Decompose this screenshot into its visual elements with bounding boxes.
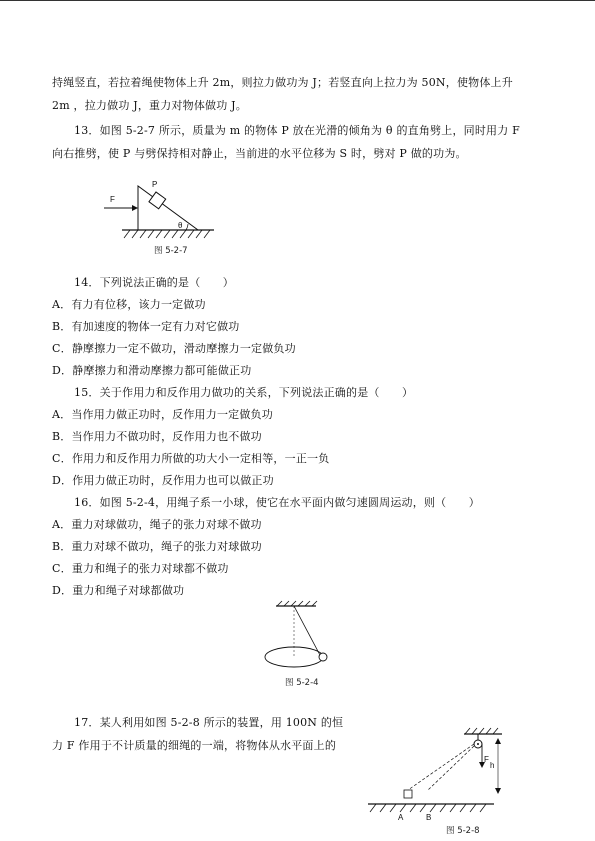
angle-label: θ	[178, 221, 183, 230]
text-line: 力 F 作用于不计质量的细绳的一端，将物体从水平面上的	[52, 739, 337, 752]
page-top-rule	[0, 0, 595, 1]
point-a-label: A	[398, 813, 404, 822]
option-d: D．重力和绳子对球都做功	[52, 584, 185, 597]
text-line: 2m ，拉力做功 J，重力对物体做功 J。	[52, 99, 247, 112]
figure-5-2-4	[258, 600, 338, 670]
text-line: 向右推劈，使 P 与劈保持相对静止，当前进的水平位移为 S 时，劈对 P 做的功为。	[52, 147, 467, 160]
option-d: D．静摩擦力和滑动摩擦力都可能做正功	[52, 364, 252, 377]
option-c: C．静摩擦力一定不做功，滑动摩擦力一定做负功	[52, 342, 296, 355]
question-14-stem: 14．下列说法正确的是（ ）	[74, 276, 234, 289]
force-label: F	[110, 195, 115, 204]
question-16-stem: 16．如图 5-2-4，用绳子系一小球，使它在水平面内做匀速圆周运动，则（ ）	[74, 496, 480, 509]
option-a: A．重力对球做功，绳子的张力对球不做功	[52, 518, 262, 531]
figure-5-2-8	[368, 724, 508, 822]
question-17-line: 17．某人利用如图 5-2-8 所示的装置，用 100N 的恒	[74, 716, 344, 729]
figure-caption: 图 5-2-4	[285, 678, 319, 688]
option-a: A．有力有位移，该力一定做功	[52, 298, 206, 311]
figure-caption: 图 5-2-8	[446, 826, 480, 836]
option-c: C．作用力和反作用力所做的功大小一定相等，一正一负	[52, 452, 330, 465]
force-label: F	[484, 755, 489, 764]
height-label: h	[490, 761, 495, 770]
question-13-line: 13．如图 5-2-7 所示，质量为 m 的物体 P 放在光滑的倾角为 θ 的直角劈上，同时用力 F	[74, 124, 520, 137]
text-line: 持绳竖直，若拉着绳使物体上升 2m，则拉力做功为 J；若竖直向上拉力为 50N，使物体上升	[52, 76, 513, 89]
option-d: D．作用力做正功时，反作用力也可以做正功	[52, 474, 274, 487]
option-a: A．当作用力做正功时，反作用力一定做负功	[52, 408, 273, 421]
question-15-stem: 15．关于作用力和反作用力做功的关系，下列说法正确的是（ ）	[74, 386, 414, 399]
figure-5-2-7	[100, 178, 220, 240]
option-b: B．当作用力不做功时，反作用力也不做功	[52, 430, 262, 443]
option-b: B．有加速度的物体一定有力对它做功	[52, 320, 240, 333]
point-b-label: B	[426, 813, 432, 822]
block-label: P	[152, 180, 158, 189]
option-c: C．重力和绳子的张力对球都不做功	[52, 562, 229, 575]
option-b: B．重力对球不做功，绳子的张力对球做功	[52, 540, 262, 553]
figure-caption: 图 5-2-7	[154, 246, 188, 256]
